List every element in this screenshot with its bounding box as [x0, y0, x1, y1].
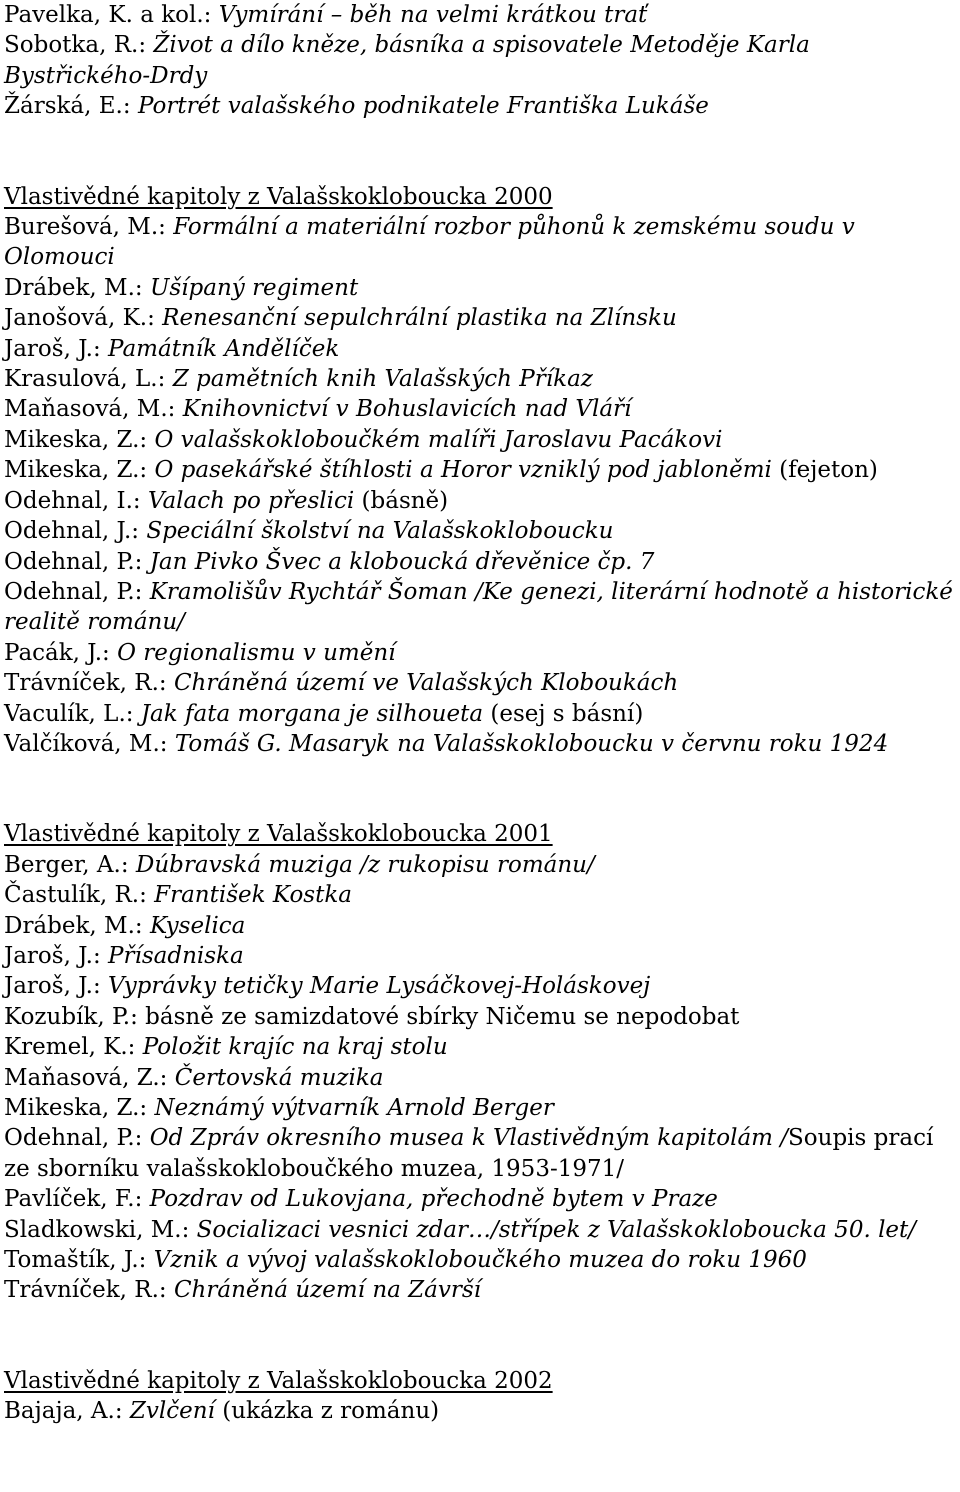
bibliography-entry	[4, 273, 960, 303]
entry-author: Berger, A.:	[4, 851, 136, 878]
bibliography-entry	[4, 1184, 960, 1214]
entry-author: Odehnal, I.:	[4, 487, 148, 514]
entry-title: Přísadniska	[108, 942, 244, 969]
bibliography-entry	[4, 941, 960, 971]
entry-note: básně ze samizdatové sbírky Ničemu se nepodobat	[145, 1003, 740, 1030]
entry-author: Jaroš, J.:	[4, 335, 109, 362]
entry-title: Valach po přeslici	[147, 487, 355, 514]
entry-author: Bajaja, A.:	[4, 1398, 130, 1425]
entry-author: Sobotka, R.:	[4, 32, 154, 59]
entry-author: Krasulová, L.:	[4, 366, 173, 393]
bibliography-entry	[4, 455, 960, 485]
entry-note: (esej s básní)	[483, 700, 644, 727]
entry-author: Trávníček, R.:	[4, 1277, 174, 1304]
bibliography-entry	[4, 1063, 960, 1093]
entry-title: Vyprávky tetičky Marie Lysáčkovej-Holáskovej	[108, 973, 651, 1000]
entry-note: Soupis prací ze sborníku valašskokloboučkého muzea, 1953-1971/	[4, 1125, 934, 1182]
entry-title: Socializaci vesnici zdar…/střípek z Valašskokloboucka 50. let/	[196, 1216, 917, 1243]
entry-title: O pasekářské štíhlosti a Horor vzniklý pod jabloněmi	[154, 457, 772, 484]
entry-note: (fejeton)	[771, 457, 878, 484]
entry-author: Mikeska, Z.:	[4, 426, 155, 453]
entry-author: Drábek, M.:	[4, 274, 150, 301]
entry-title: Formální a materiální rozbor půhonů k zemskému soudu v Olomouci	[4, 214, 855, 271]
entry-title: Jan Pivko Švec a kloboucká dřevěnice čp. 7	[149, 548, 655, 575]
bibliography-entry	[4, 1245, 960, 1275]
bibliography-entry	[4, 1123, 960, 1184]
entry-author: Odehnal, P.:	[4, 548, 150, 575]
bibliography-entry	[4, 212, 960, 273]
entry-title: Dúbravská muziga /z rukopisu románu/	[135, 851, 595, 878]
entry-title: Pozdrav od Lukovjana, přechodně bytem v Praze	[149, 1186, 718, 1213]
entry-title: Zvlčení	[129, 1398, 215, 1425]
entry-title: Ušípaný regiment	[149, 274, 359, 301]
entry-title: Tomáš G. Masaryk na Valašskokloboucku v červnu roku 1924	[174, 730, 889, 757]
entry-author: Odehnal, P.:	[4, 1125, 150, 1152]
bibliography-entry	[4, 1002, 960, 1032]
bibliography-entry	[4, 425, 960, 455]
entry-author: Sladkowski, M.:	[4, 1216, 197, 1243]
bibliography-entry	[4, 1032, 960, 1062]
entry-author: Pacák, J.:	[4, 639, 118, 666]
entry-author: Mikeska, Z.:	[4, 457, 155, 484]
entry-author: Valčíková, M.:	[4, 730, 175, 757]
entry-author: Jaroš, J.:	[4, 942, 109, 969]
bibliography-entry	[4, 1215, 960, 1245]
entry-title: Chráněná území ve Valašských Kloboukách	[173, 670, 679, 697]
entry-note: (básně)	[354, 487, 449, 514]
entry-author: Častulík, R.:	[4, 882, 155, 909]
bibliography-entry	[4, 0, 960, 30]
bibliography-entry	[4, 880, 960, 910]
entry-title: Kyselica	[149, 912, 246, 939]
bibliography-entry	[4, 394, 960, 424]
entry-title: Portrét valašského podnikatele Františka Lukáše	[137, 93, 709, 120]
entry-author: Mikeska, Z.:	[4, 1095, 155, 1121]
entry-title: František Kostka	[154, 882, 352, 909]
entry-author: Kremel, K.:	[4, 1034, 143, 1061]
entry-title: Vymírání – běh na velmi krátkou trať	[218, 2, 648, 28]
entry-note: (ukázka z románu)	[214, 1398, 440, 1425]
entry-title: Kramolišův Rychtář Šoman /Ke genezi, literární hodnotě a historické realitě románu/	[4, 578, 953, 636]
entry-author: Odehnal, J.:	[4, 518, 147, 545]
entry-author: Janošová, K.:	[4, 305, 163, 332]
bibliography-entry	[4, 577, 960, 638]
entry-title: Speciální školství na Valašskokloboucku	[146, 518, 614, 545]
bibliography-section	[4, 1366, 960, 1427]
bibliography-entry	[4, 547, 960, 577]
bibliography-entry	[4, 1396, 960, 1426]
entry-title: Vznik a vývoj valašskokloboučkého muzea do roku 1960	[153, 1247, 807, 1274]
bibliography-entry	[4, 91, 960, 121]
bibliography-section	[4, 182, 960, 760]
bibliography-section	[4, 819, 960, 1306]
entry-title: Neznámý výtvarník Arnold Berger	[154, 1095, 554, 1121]
entry-title: Chráněná území na Závrší	[173, 1277, 482, 1304]
entry-author: Vaculík, L.:	[4, 700, 141, 727]
bibliography-entry	[4, 699, 960, 729]
entry-author: Trávníček, R.:	[4, 670, 174, 697]
bibliography-entry	[4, 1275, 960, 1305]
section-heading: Vlastivědné kapitoly z Valašskokloboucka 2002	[4, 1367, 553, 1394]
bibliography-entry	[4, 911, 960, 941]
bibliography-entry	[4, 729, 960, 759]
entry-title: Knihovnictví v Bohuslavicích nad Vláří	[182, 396, 632, 423]
entry-author: Jaroš, J.:	[4, 973, 109, 1000]
section-heading: Vlastivědné kapitoly z Valašskokloboucka 2000	[4, 183, 553, 210]
section-heading: Vlastivědné kapitoly z Valašskokloboucka 2001	[4, 821, 553, 848]
entry-title: Jak fata morgana je silhoueta	[140, 700, 484, 727]
bibliography-entry	[4, 516, 960, 546]
entry-author: Pavlíček, F.:	[4, 1186, 150, 1213]
bibliography-entry	[4, 1093, 960, 1123]
entry-title: Památník Andělíček	[108, 335, 340, 362]
entry-title: Renesanční sepulchrální plastika na Zlínsku	[162, 305, 677, 332]
entry-title: O regionalismu v umění	[117, 639, 396, 666]
entry-title: Od Zpráv okresního musea k Vlastivědným kapitolám /	[149, 1125, 789, 1152]
bibliography-entry	[4, 303, 960, 333]
entry-title: Čertovská muzika	[174, 1064, 384, 1091]
entry-author: Žárská, E.:	[4, 93, 138, 120]
entry-author: Odehnal, P.:	[4, 578, 150, 605]
entry-author: Kozubík, P.:	[4, 1003, 146, 1030]
entry-title: Život a dílo kněze, básníka a spisovatele Metoděje Karla Bystřického-Drdy	[4, 32, 810, 89]
entry-author: Maňasová, Z.:	[4, 1064, 175, 1091]
bibliography-entry	[4, 638, 960, 668]
entry-title: Z pamětních knih Valašských Příkaz	[172, 366, 593, 393]
bibliography-entry	[4, 486, 960, 516]
entry-author: Pavelka, K. a kol.:	[4, 2, 219, 28]
bibliography-entry	[4, 30, 960, 91]
entry-author: Tomaštík, J.:	[4, 1247, 154, 1274]
bibliography-entry	[4, 334, 960, 364]
bibliography-entry	[4, 850, 960, 880]
bibliography-section	[4, 0, 960, 122]
bibliography-entry	[4, 668, 960, 698]
entry-title: Položit krajíc na kraj stolu	[142, 1034, 448, 1061]
entry-title: O valašskokloboučkém malíři Jaroslavu Pacákovi	[154, 426, 723, 453]
entry-author: Drábek, M.:	[4, 912, 150, 939]
entry-author: Maňasová, M.:	[4, 396, 183, 423]
bibliography-entry	[4, 364, 960, 394]
bibliography-entry	[4, 971, 960, 1001]
entry-author: Burešová, M.:	[4, 214, 174, 241]
